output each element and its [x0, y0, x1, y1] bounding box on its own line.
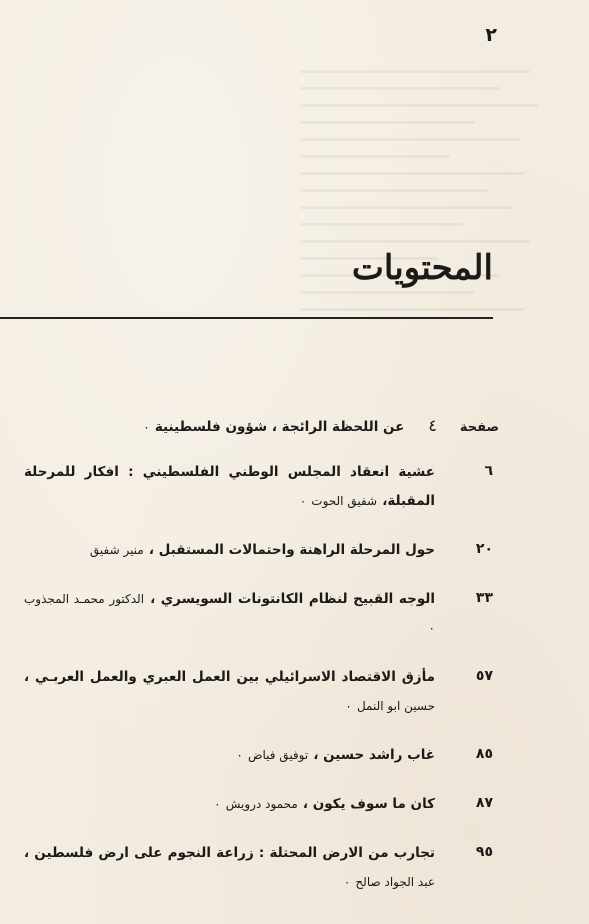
toc-entry-body — [24, 662, 435, 720]
toc-entry-page: ٨٧ — [475, 795, 493, 811]
toc-entry-title: كان ما سوف يكون ، — [302, 796, 435, 812]
toc-entry-body — [24, 740, 435, 769]
toc-entry-bullet: ٠ — [299, 494, 307, 508]
toc-entry[interactable] — [24, 662, 499, 720]
toc-entry-bullet: ٠ — [214, 797, 221, 811]
toc-entry-page: ٨٥ — [475, 746, 493, 762]
toc-entry-page: ٢٠ — [475, 541, 493, 557]
toc-entry-bullet: ٠ — [428, 621, 435, 635]
toc-entry-author: محمود درويش — [225, 797, 298, 811]
toc-entry[interactable] — [24, 740, 499, 769]
toc-entry-page: ٤ — [428, 416, 437, 435]
toc-entry-title: تجارب من الارض المحتلة : زراعة النجوم على ارض فلسطين ، — [24, 845, 435, 861]
toc-entry-page: ٦ — [484, 463, 493, 479]
toc-entry[interactable] — [24, 838, 499, 896]
show-through-texture — [300, 70, 550, 410]
heading-divider — [0, 317, 493, 319]
toc-entry-author: عبد الجواد صالح — [355, 875, 435, 889]
toc-entry-author: توفيق فياض — [247, 748, 309, 762]
toc-entry[interactable] — [24, 457, 499, 515]
toc-entry-title: عن اللحظة الرائجة ، شؤون فلسطينية — [154, 419, 405, 435]
toc-entry-body — [24, 584, 435, 642]
toc-entry-body — [24, 535, 435, 564]
toc-entry-page: ٥٧ — [475, 668, 493, 684]
toc-entry[interactable] — [24, 535, 499, 564]
toc-entry-bullet: ٠ — [236, 748, 243, 762]
toc-entry-title: حول المرحلة الراهنة واحتمالات المستقبل ، — [148, 542, 435, 558]
toc-entry-page: ٩٥ — [475, 844, 493, 860]
toc-column-header — [24, 416, 499, 437]
toc-entry-author: الدكتور محمـد المجذوب — [24, 592, 145, 606]
toc-entry-bullet: ٠ — [343, 875, 351, 889]
page-column-label: صفحة — [459, 420, 499, 435]
toc-entry-title: الوجه القبيح لنظام الكانتونات السويسري ، — [150, 591, 435, 607]
toc-entry-bullet: ٠ — [345, 699, 352, 713]
toc-entry-page: ٣٣ — [475, 590, 493, 606]
toc-entry-body — [143, 416, 404, 437]
toc-entry-title: مأزق الاقتصاد الاسرائيلي بين العمل العبري والعمل العربـي ، — [24, 669, 435, 685]
table-of-contents — [24, 416, 499, 916]
contents-heading: المحتويات — [351, 248, 493, 288]
toc-entry-body — [24, 457, 435, 515]
toc-entry-body — [24, 838, 435, 896]
toc-entry-title: عشية انعقاد المجلس الوطني الفلسطيني : افكار للمرحلة المقبلة، — [24, 464, 435, 509]
toc-entry-title: غاب راشد حسين ، — [313, 747, 435, 763]
toc-entry[interactable] — [24, 584, 499, 642]
page-number: ٢ — [485, 24, 497, 46]
toc-entry-bullet: ٠ — [143, 420, 150, 434]
toc-entries — [24, 457, 499, 896]
toc-entry-author: منير شفيق — [89, 543, 144, 557]
toc-entry-author: شفيق الحوت — [311, 494, 378, 508]
toc-entry[interactable] — [24, 789, 499, 818]
toc-entry-author: حسين ابو النمل — [356, 699, 435, 713]
toc-entry-body — [24, 789, 435, 818]
